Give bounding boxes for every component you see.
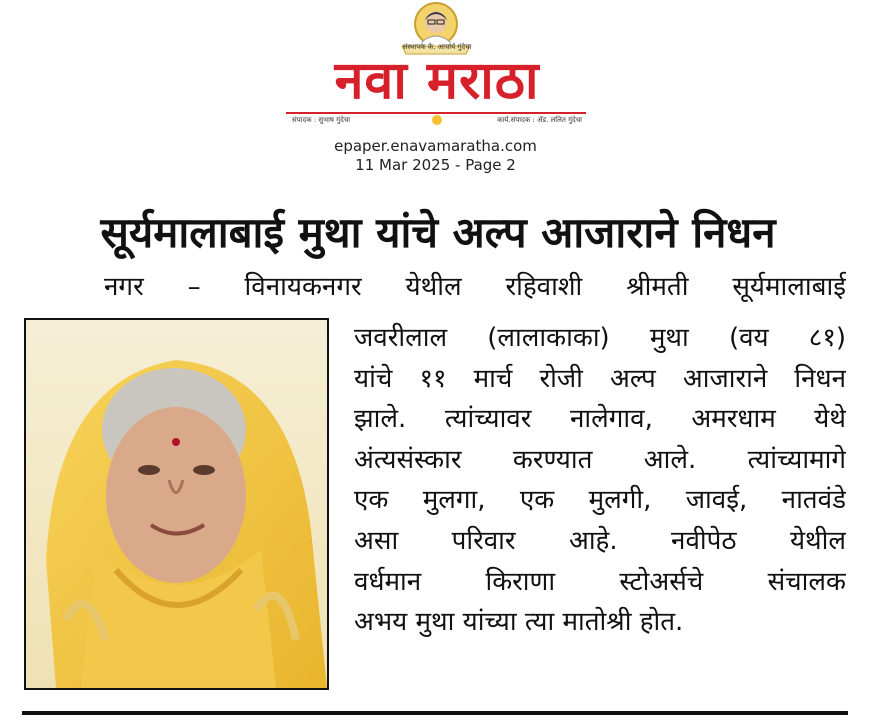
body-line: असा परिवार आहे. नवीपेठ येथील — [354, 525, 846, 556]
edition-date-page: 11 Mar 2025 - Page 2 — [355, 156, 516, 174]
sun-icon — [432, 115, 442, 125]
body-line: अंत्यसंस्कार करण्यात आले. त्यांच्यामागे — [354, 444, 846, 475]
obituary-photo — [24, 318, 329, 690]
executive-editor-credit: कार्य.संपादक : ॲड. ललित गुंदेचा — [497, 116, 582, 124]
body-line: अभय मुथा यांच्या त्या मातोश्री होत. — [354, 607, 684, 638]
body-line: एक मुलगा, एक मुलगी, जावई, नातवंडे — [354, 485, 846, 516]
article-lead-line: नगर – विनायकनगर येथील रहिवाशी श्रीमती सूर्यमालाबाई — [104, 272, 846, 302]
masthead-editor-strip — [286, 112, 586, 128]
body-line: यांचे ११ मार्च रोजी अल्प आजाराने निधन — [354, 363, 846, 394]
newspaper-logo: नवा मराठा — [334, 51, 540, 111]
article-body — [354, 318, 846, 643]
editor-credit: संपादक : सुभाष गुंदेचा — [292, 116, 351, 124]
article-bottom-rule — [22, 711, 848, 715]
article-headline: सूर्यमालाबाई मुथा यांचे अल्प आजाराने निधन — [100, 208, 776, 257]
body-line: जवरीलाल (लालाकाका) मुथा (वय ८१) — [354, 323, 846, 353]
portrait-image — [26, 320, 327, 688]
body-line: झाले. त्यांच्यावर नालेगाव, अमरधाम येथे — [354, 404, 846, 435]
newspaper-masthead — [0, 0, 871, 180]
epaper-url: epaper.enavamaratha.com — [334, 137, 537, 155]
founder-caption: संस्थापक के. आचार्य गुंदेचा — [402, 43, 472, 51]
body-line: वर्धमान किराणा स्टोअर्सचे संचालक — [354, 566, 846, 597]
